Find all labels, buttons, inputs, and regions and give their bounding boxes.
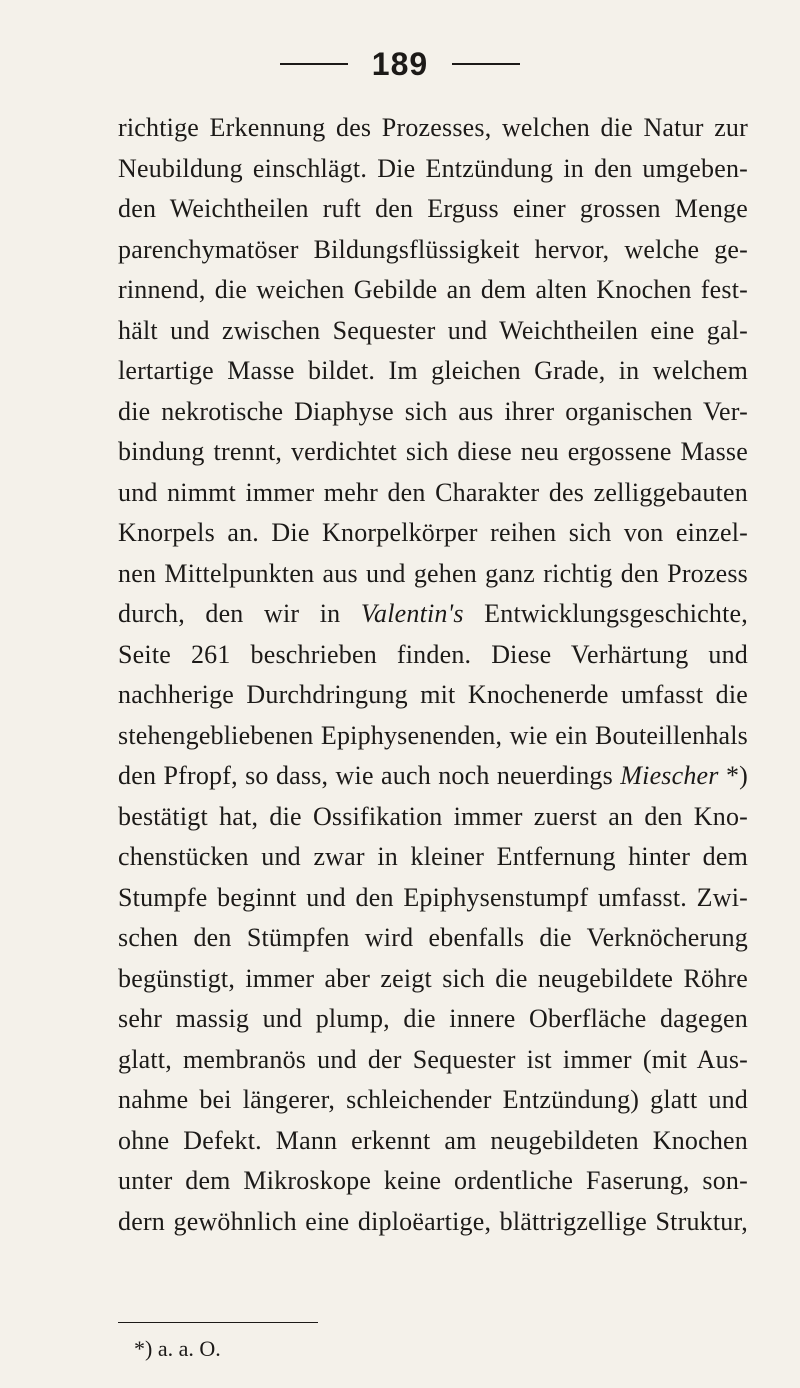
text-line: bindung trennt, verdichtet sich diese neu ergossene Masse [118, 437, 748, 466]
text-line: parenchymatöser Bildungsflüssigkeit hervor, welche ge- [118, 234, 748, 264]
text-line: lertartige Masse bildet. Im gleichen Grade, in welchem [118, 356, 748, 385]
author-name-miescher: Miescher [620, 761, 719, 790]
text-line: Knorpels an. Die Knorpelkörper reihen sich von einzel- [118, 518, 748, 547]
text-line: rinnend, die weichen Gebilde an dem alten Knochen fest- [118, 275, 748, 304]
text-line: den Weichtheilen ruft den Erguss einer grossen Menge [118, 194, 748, 223]
text-line: unter dem Mikroskope keine ordentliche Faserung, son- [118, 1166, 748, 1195]
text-line: richtige Erkennung des Prozesses, welchen die Natur zur [118, 113, 748, 142]
footnote-marker: *) [718, 761, 749, 790]
text-line: Neubildung einschlägt. Die Entzündung in den umgeben- [118, 153, 748, 183]
line-text: den Pfropf, so dass, wie auch noch neuerdings [118, 761, 621, 790]
footnote: *) a. a. O. [134, 1336, 221, 1361]
text-line: und nimmt immer mehr den Charakter des zelliggebauten [118, 477, 748, 507]
text-line: glatt, membranös und der Sequester ist immer (mit Aus- [118, 1044, 748, 1074]
header-rule-right [452, 63, 520, 65]
text-line [118, 594, 748, 635]
text-line [118, 756, 748, 797]
text-line: stehengebliebenen Epiphysenenden, wie ein Bouteillenhals [118, 720, 748, 750]
line-text: Entwicklungsgeschichte, [463, 599, 748, 628]
page-number: 189 [371, 45, 429, 82]
body-text [118, 108, 748, 1242]
text-line: chenstücken und zwar in kleiner Entfernung hinter dem [118, 842, 748, 871]
text-line: dern gewöhnlich eine diploëartige, blättrigzellige Struktur, [118, 1206, 748, 1236]
text-line: hält und zwischen Sequester und Weichtheilen eine gal- [118, 315, 748, 345]
page-header [0, 44, 800, 84]
footnote-rule [118, 1322, 318, 1323]
text-line: Stumpfe beginnt und den Epiphysenstumpf umfasst. Zwi- [118, 882, 748, 912]
text-line: nachherige Durchdringung mit Knochenerde umfasst die [118, 680, 748, 709]
text-line: die nekrotische Diaphyse sich aus ihrer organischen Ver- [118, 396, 748, 426]
text-line: ohne Defekt. Mann erkennt am neugebildeten Knochen [118, 1125, 748, 1155]
author-name-valentin: Valentin's [360, 599, 464, 628]
header-rule-left [280, 63, 348, 65]
text-line: schen den Stümpfen wird ebenfalls die Verknöcherung [118, 923, 748, 952]
text-line: nen Mittelpunkten aus und gehen ganz richtig den Prozess [118, 558, 748, 588]
text-line: Seite 261 beschrieben finden. Diese Verhärtung und [118, 639, 748, 669]
text-line: bestätigt hat, die Ossifikation immer zuerst an den Kno- [118, 801, 748, 831]
text-line: nahme bei längerer, schleichender Entzündung) glatt und [118, 1085, 748, 1114]
text-line: begünstigt, immer aber zeigt sich die neugebildete Röhre [118, 963, 748, 993]
line-text: durch, den wir in [118, 599, 361, 628]
text-line: sehr massig und plump, die innere Oberfläche dagegen [118, 1004, 748, 1033]
